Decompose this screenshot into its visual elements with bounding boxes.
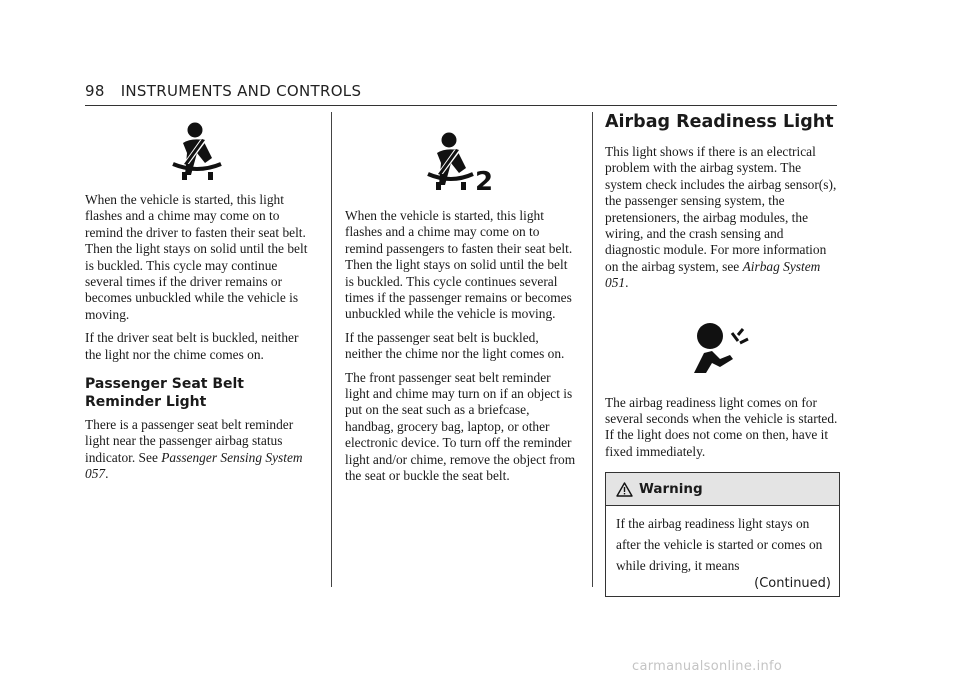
passenger-seatbelt-reminder-icon: [427, 130, 501, 194]
page-number: 98: [85, 82, 105, 100]
column-left: [85, 112, 313, 490]
col2-paragraph-2: If the passenger seat belt is buckled, neither the chime nor the light comes on.: [345, 329, 565, 362]
col1-paragraph-3: There is a passenger seat belt reminder light near the passenger airbag status indicator. See Passenger Sensing System 057.: [85, 417, 303, 482]
column-divider: [331, 112, 332, 587]
page-ref-icon: 0: [605, 275, 612, 291]
column-right: [605, 112, 840, 597]
warning-triangle-icon: [616, 482, 633, 497]
airbag-readiness-icon: [690, 321, 756, 377]
section-title: INSTRUMENTS AND CONTROLS: [120, 82, 362, 100]
passenger-number: 2: [475, 167, 494, 194]
col1-paragraph-1: When the vehicle is started, this light flashes and a chime may come on to remind the driver to fasten their seat belt. Then the light stays on solid until the belt is buckled. This cycle may continue several times if the driver remains or becomes unbuckled while the vehicle is moving.: [85, 192, 308, 322]
column-middle: [345, 112, 577, 492]
col2-paragraph-3: The front passenger seat belt reminder light and chime may turn on if an object is put on the seat such as a briefcase, handbag, grocery bag, laptop, or other electronic device. To turn off the reminder light and/or chime, remove the object from the seat or buckle the seat belt.: [345, 369, 576, 484]
col1-paragraph-2: If the driver seat belt is buckled, neither the light nor the chime comes on.: [85, 330, 299, 362]
warning-header: [606, 473, 839, 506]
warning-text: If the airbag readiness light stays on after the vehicle is started or comes on while driving, it means: [616, 516, 823, 574]
continued-label: (Continued): [754, 576, 831, 592]
col2-paragraph-1: When the vehicle is started, this light flashes and a chime may come on to remind passengers to fasten their seat belt. Then the light stays on solid until the belt is buckled. This cycle continues several times if the passenger remains or becomes unbuckled while the vehicle is moving.: [345, 208, 573, 322]
xref-airbag-system[interactable]: Airbag System 051: [605, 258, 821, 291]
seatbelt-reminder-icon: [167, 120, 231, 182]
passenger-reminder-heading: Passenger Seat Belt Reminder Light: [85, 376, 245, 411]
airbag-readiness-heading: Airbag Readiness Light: [605, 112, 834, 132]
page-ref-icon: 0: [85, 466, 92, 482]
warning-box: [605, 472, 840, 597]
xref-passenger-sensing[interactable]: Passenger Sensing System 057: [85, 449, 303, 482]
watermark: carmanualsonline.info: [632, 659, 783, 674]
warning-title: Warning: [639, 481, 703, 498]
column-divider: [592, 112, 593, 587]
col3-paragraph-1: This light shows if there is an electrical problem with the airbag system. The system check includes the airbag sensor(s), the passenger sensing system, the pretensioners, the airbag modules, the wiring, and the crash sensing and diagnostic module. For more information on the airbag system, see Airbag System 051.: [605, 144, 837, 291]
page-header: [85, 82, 837, 106]
col3-paragraph-2: The airbag readiness light comes on for several seconds when the vehicle is started. If the light does not come on then, have it fixed immediately.: [605, 394, 838, 459]
